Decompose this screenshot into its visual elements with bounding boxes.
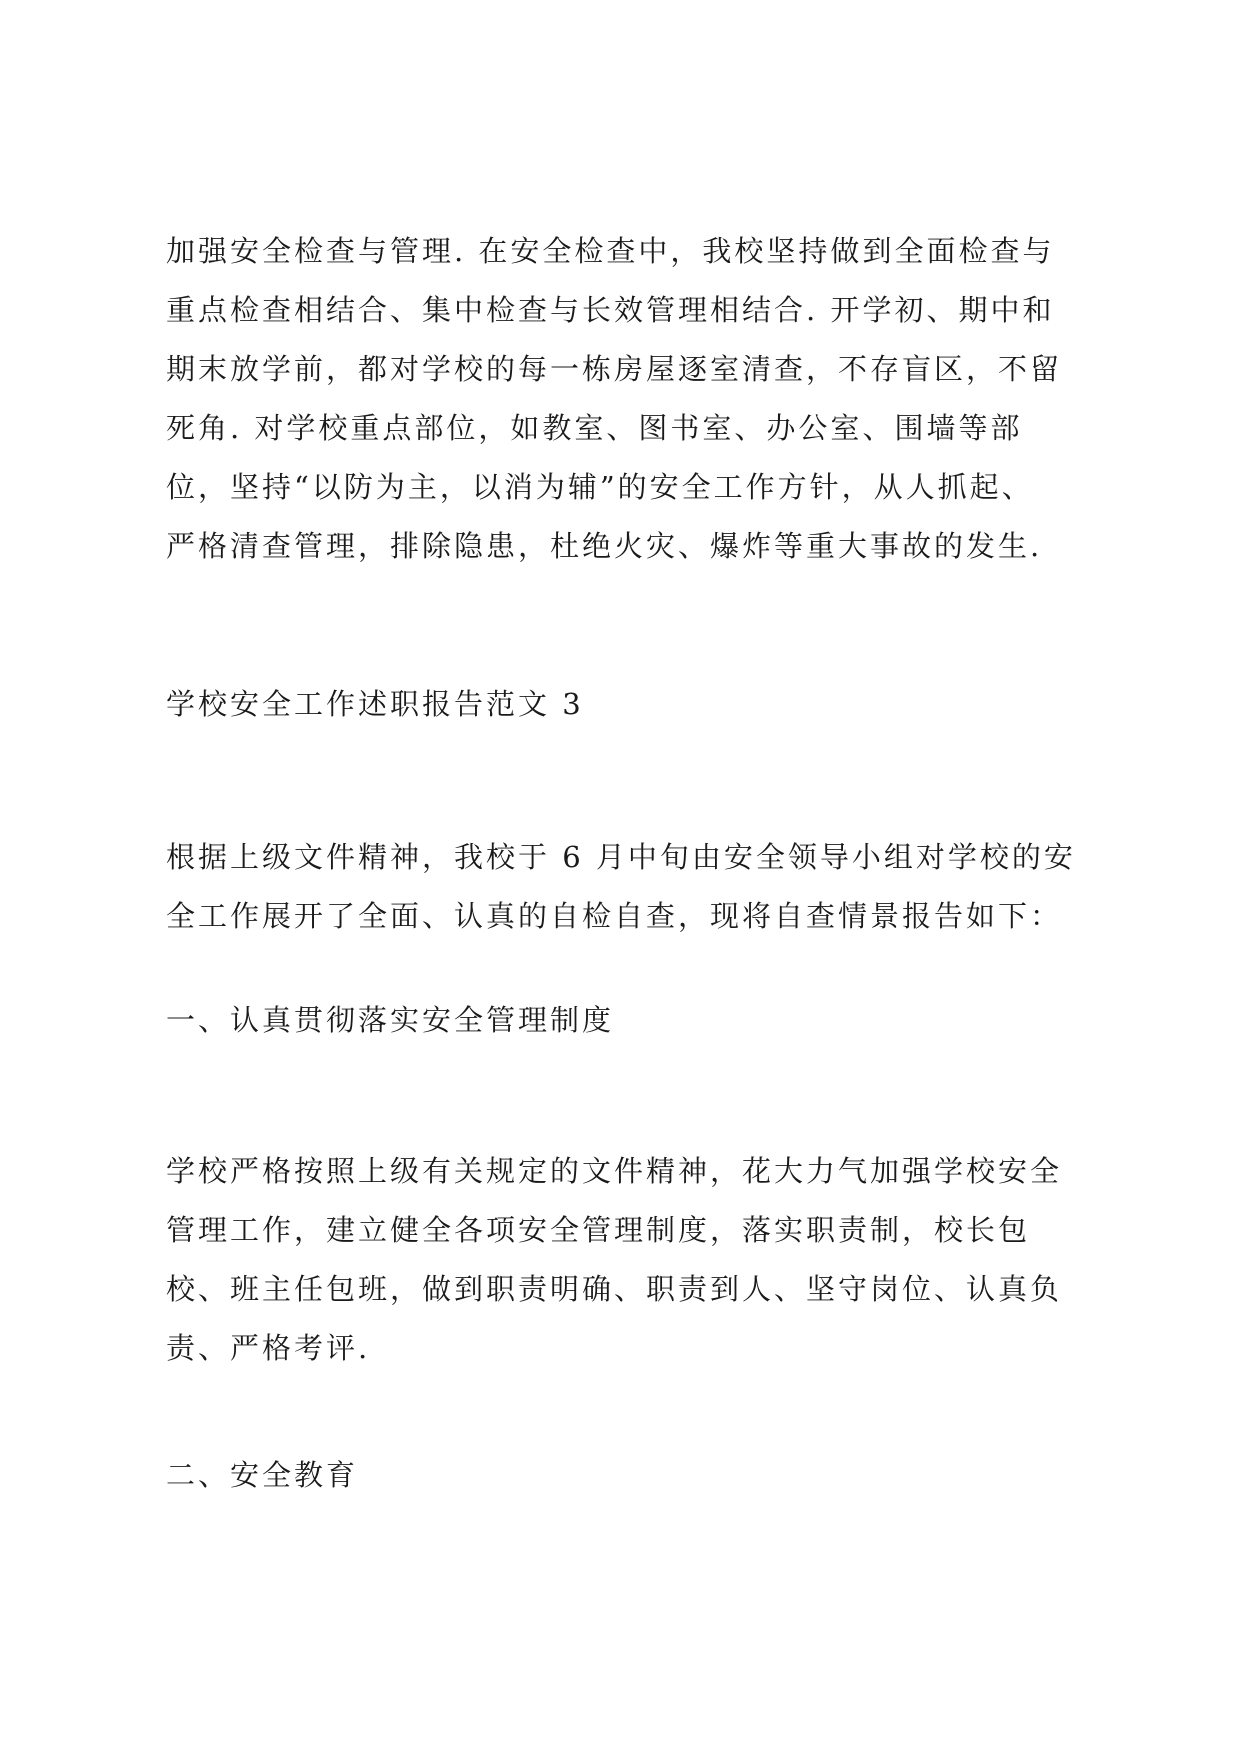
text-line: 责、严格考评.	[166, 1331, 371, 1365]
heading-management-system	[166, 991, 1096, 1050]
text-line: 校、班主任包班，做到职责明确、职责到人、坚守岗位、认真负	[166, 1272, 1063, 1306]
section-title	[166, 675, 1096, 734]
text-line: 全工作展开了全面、认真的自检自查，现将自查情景报告如下：	[166, 899, 1063, 933]
section-title-text: 学校安全工作述职报告范文 3	[166, 687, 584, 721]
text-line: 加强安全检查与管理. 在安全检查中，我校坚持做到全面检查与	[166, 234, 1055, 268]
paragraph-management-system	[166, 1142, 1096, 1378]
paragraph-safety-inspection	[166, 222, 1096, 576]
text-line: 死角. 对学校重点部位，如教室、图书室、办公室、围墙等部	[166, 411, 1023, 445]
text-line: 管理工作，建立健全各项安全管理制度，落实职责制，校长包	[166, 1213, 1031, 1247]
paragraph-self-inspection-intro	[166, 828, 1096, 946]
heading-text: 一、认真贯彻落实安全管理制度	[166, 1003, 615, 1037]
text-line: 期末放学前，都对学校的每一栋房屋逐室清查，不存盲区，不留	[166, 352, 1063, 386]
text-line: 学校严格按照上级有关规定的文件精神，花大力气加强学校安全	[166, 1154, 1063, 1188]
text-line: 位，坚持“以防为主，以消为辅”的安全工作方针，从人抓起、	[166, 470, 1034, 504]
text-line: 重点检查相结合、集中检查与长效管理相结合. 开学初、期中和	[166, 293, 1055, 327]
text-line: 根据上级文件精神，我校于 6 月中旬由安全领导小组对学校的安	[166, 840, 1076, 874]
heading-safety-education	[166, 1446, 1096, 1505]
text-line: 严格清查管理，排除隐患，杜绝火灾、爆炸等重大事故的发生.	[166, 529, 1043, 563]
heading-text: 二、安全教育	[166, 1458, 359, 1492]
